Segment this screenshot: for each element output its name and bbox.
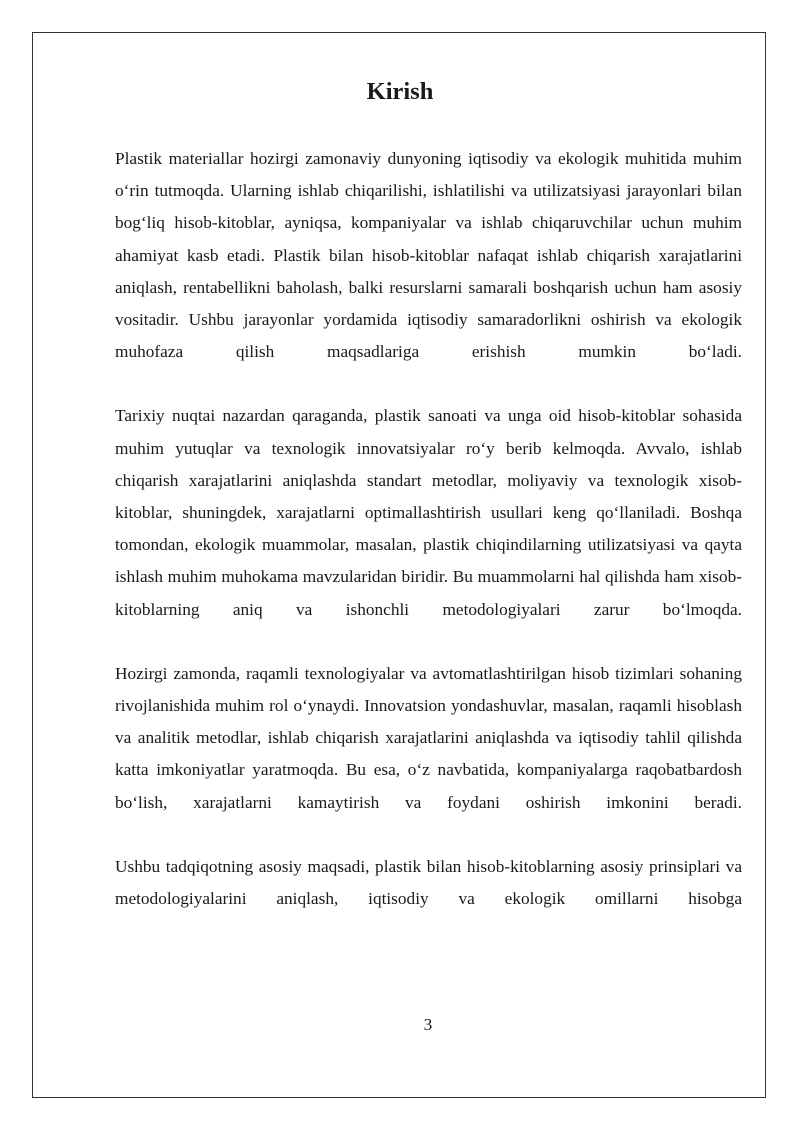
document-body — [115, 143, 742, 915]
paragraph-1: Plastik materiallar hozirgi zamonaviy dunyoning iqtisodiy va ekologik muhitida muhim o‘rin tutmoqda. Ularning ishlab chiqarilishi, ishlatilishi va utilizatsiyasi jarayonlari bilan bog‘liq hisob-kitoblar, ayniqsa, kompaniyalar va ishlab chiqaruvchilar uchun muhim ahamiyat kasb etadi. Plastik bilan hisob-kitoblar nafaqat ishlab chiqarish xarajatlarini aniqlash, rentabellikni baholash, balki resurslarni samarali boshqarish uchun ham asosiy vositadir. Ushbu jarayonlar yordamida iqtisodiy samaradorlikni oshirish va ekologik muhofaza qilish maqsadlariga erishish mumkin bo‘ladi. — [115, 149, 742, 362]
paragraph-3: Hozirgi zamonda, raqamli texnologiyalar va avtomatlashtirilgan hisob tizimlari sohaning rivojlanishida muhim rol o‘ynaydi. Innovatsion yondashuvlar, masalan, raqamli hisoblash va analitik metodlar, ishlab chiqarish xarajatlarini aniqlashda va iqtisodiy tahlil qilishda katta imkoniyatlar yaratmoqda. Bu esa, o‘z navbatida, kompaniyalarga raqobatbardosh bo‘lish, xarajatlarni kamaytirish va foydani oshirish imkonini beradi. — [115, 663, 742, 812]
page-number: 3 — [423, 1015, 433, 1034]
page-title: Kirish — [366, 78, 434, 105]
paragraph-2: Tarixiy nuqtai nazardan qaraganda, plastik sanoati va unga oid hisob-kitoblar sohasida muhim yutuqlar va texnologik innovatsiyalar ro‘y berib kelmoqda. Avvalo, ishlab chiqarish xarajatlarini aniqlashda standart metodlar, moliyaviy va texnologik xisob-kitoblar, shuningdek, xarajatlarni optimallashtirish usullari keng qo‘llaniladi. Boshqa tomondan, ekologik muammolar, masalan, plastik chiqindilarning utilizatsiyasi va qayta ishlash muhim muhokama mavzularidan biridir. Bu muammolarni hal qilishda ham xisob-kitoblarning aniq va ishonchli metodologiyalari zarur bo‘lmoqda. — [115, 406, 742, 619]
paragraph-4: Ushbu tadqiqotning asosiy maqsadi, plastik bilan hisob-kitoblarning asosiy prinsiplari va metodologiyalarini aniqlash, iqtisodiy va ekologik omillarni hisobga — [115, 856, 742, 909]
